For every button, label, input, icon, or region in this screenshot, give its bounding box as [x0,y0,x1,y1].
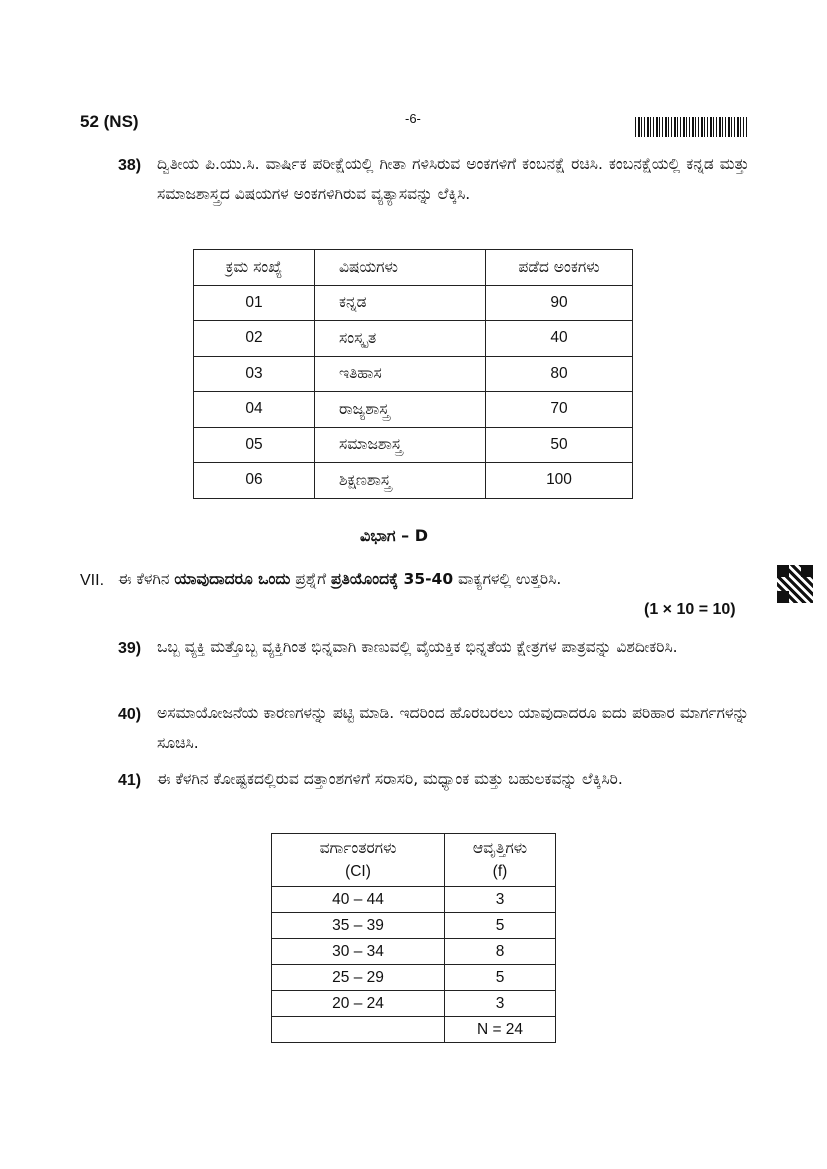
table-row [272,913,556,939]
serial-cell: 06 [194,463,315,499]
frequency-table [271,833,556,1043]
empty-cell [272,1017,445,1043]
marks-cell: 90 [486,285,633,321]
question-40-text: ಅಸಮಾಯೋಜನೆಯ ಕಾರಣಗಳನ್ನು ಪಟ್ಟಿ ಮಾಡಿ. ಇದರಿಂದ ಹೊರಬರಲು ಯಾವುದಾದರೂ ಐದು ಪರಿಹಾರ ಮಾರ್ಗಗಳನ್ನು ಸೂಚಿಸಿ. [157,704,749,752]
header-frequency-sub: (f) [492,863,508,880]
class-interval-cell: 25 – 29 [272,965,445,991]
table-row [194,427,633,463]
serial-cell: 04 [194,392,315,428]
marks-cell: 40 [486,321,633,357]
total-cell: N = 24 [445,1017,556,1043]
header-serial: ಕ್ರಮ ಸಂಖ್ಯೆ [194,250,315,286]
serial-cell: 02 [194,321,315,357]
question-38-number: 38) [118,157,142,174]
marks-cell: 50 [486,427,633,463]
instruction-text-2: ಪ್ರಶ್ನೆಗೆ [290,570,332,588]
class-interval-cell: 20 – 24 [272,991,445,1017]
frequency-cell: 5 [445,965,556,991]
frequency-cell: 3 [445,991,556,1017]
marks-cell: 100 [486,463,633,499]
table-row [194,321,633,357]
table-row [194,392,633,428]
class-interval-cell: 30 – 34 [272,939,445,965]
serial-cell: 05 [194,427,315,463]
subject-cell: ಸಮಾಜಶಾಸ್ತ್ರ [315,427,486,463]
instruction-text-3: ವಾಕ್ಯಗಳಲ್ಲಿ ಉತ್ತರಿಸಿ. [453,570,562,588]
marks-cell: 70 [486,392,633,428]
subject-cell: ಕನ್ನಡ [315,285,486,321]
table-row [194,285,633,321]
marks-table-header [194,250,633,286]
qr-code-image [777,565,813,603]
question-39-text: ಒಬ್ಬ ವ್ಯಕ್ತಿ ಮತ್ತೊಬ್ಬ ವ್ಯಕ್ತಿಗಿಂತ ಭಿನ್ನವಾಗಿ ಕಾಣುವಲ್ಲಿ ವೈಯಕ್ತಿಕ ಭಿನ್ನತೆಯ ಕ್ಷೇತ್ರಗಳ ಪಾತ್ರವನ್ನು ವಿಶದೀಕರಿಸಿ. [157,638,678,656]
header-frequency [445,834,556,887]
frequency-cell: 5 [445,913,556,939]
header-class-interval-label: ವರ್ಗಾಂತರಗಳು [319,839,397,857]
page-number: -6- [405,111,421,126]
instruction-bold-1: ಯಾವುದಾದರೂ ಒಂದು [174,570,291,588]
header-subject: ವಿಷಯಗಳು [315,250,486,286]
barcode-image [635,117,747,137]
question-39-number: 39) [118,640,142,657]
table-row [272,991,556,1017]
serial-cell: 03 [194,356,315,392]
subject-cell: ಇತಿಹಾಸ [315,356,486,392]
section-title: ವಿಭಾಗ – D [360,526,428,545]
table-row [272,965,556,991]
instruction-text-1: ಈ ಕೆಳಗಿನ [118,570,175,588]
table-total-row [272,1017,556,1043]
part-7-marks: (1 × 10 = 10) [644,601,736,618]
question-41-text: ಈ ಕೆಳಗಿನ ಕೋಷ್ಟಕದಲ್ಲಿರುವ ದತ್ತಾಂಶಗಳಿಗೆ ಸರಾಸರಿ, ಮಧ್ಯಾಂಕ ಮತ್ತು ಬಹುಲಕವನ್ನು ಲೆಕ್ಕಿಸಿರಿ. [157,770,623,788]
table-row [194,463,633,499]
header-class-interval-sub: (CI) [345,863,371,880]
question-38-text: ದ್ವಿತೀಯ ಪಿ.ಯು.ಸಿ. ವಾರ್ಷಿಕ ಪರೀಕ್ಷೆಯಲ್ಲಿ ಗೀತಾ ಗಳಿಸಿರುವ ಅಂಕಗಳಿಗೆ ಕಂಬನಕ್ಷೆ ರಚಿಸಿ. ಕಂಬನಕ್ಷೆಯಲ್ಲಿ ಕನ್ನಡ ಮತ್ತು ಸಮಾಜಶಾಸ್ತ್ರದ ವಿಷಯಗಳ ಅಂಕಗಳಿಗಿರುವ ವ್ಯತ್ಯಾಸವನ್ನು ಲೆಕ್ಕಿಸಿ. [157,155,749,203]
header-marks: ಪಡೆದ ಅಂಕಗಳು [486,250,633,286]
paper-code: 52 (NS) [80,112,139,131]
frequency-table-header [272,834,556,887]
part-7-instruction [118,564,751,594]
class-interval-cell: 35 – 39 [272,913,445,939]
marks-cell: 80 [486,356,633,392]
part-7-number: VII. [80,572,105,589]
table-row [272,887,556,913]
table-row [194,356,633,392]
class-interval-cell: 40 – 44 [272,887,445,913]
header-frequency-label: ಆವೃತ್ತಿಗಳು [472,839,528,857]
frequency-cell: 3 [445,887,556,913]
header-class-interval [272,834,445,887]
subject-cell: ಸಂಸ್ಕೃತ [315,321,486,357]
question-40-number: 40) [118,706,142,723]
frequency-cell: 8 [445,939,556,965]
serial-cell: 01 [194,285,315,321]
marks-table [193,249,633,499]
subject-cell: ಶಿಕ್ಷಣಶಾಸ್ತ್ರ [315,463,486,499]
subject-cell: ರಾಜ್ಯಶಾಸ್ತ್ರ [315,392,486,428]
instruction-bold-2: ಪ್ರತಿಯೊಂದಕ್ಕೆ 35-40 [331,570,454,588]
table-row [272,939,556,965]
question-41-number: 41) [118,772,142,789]
